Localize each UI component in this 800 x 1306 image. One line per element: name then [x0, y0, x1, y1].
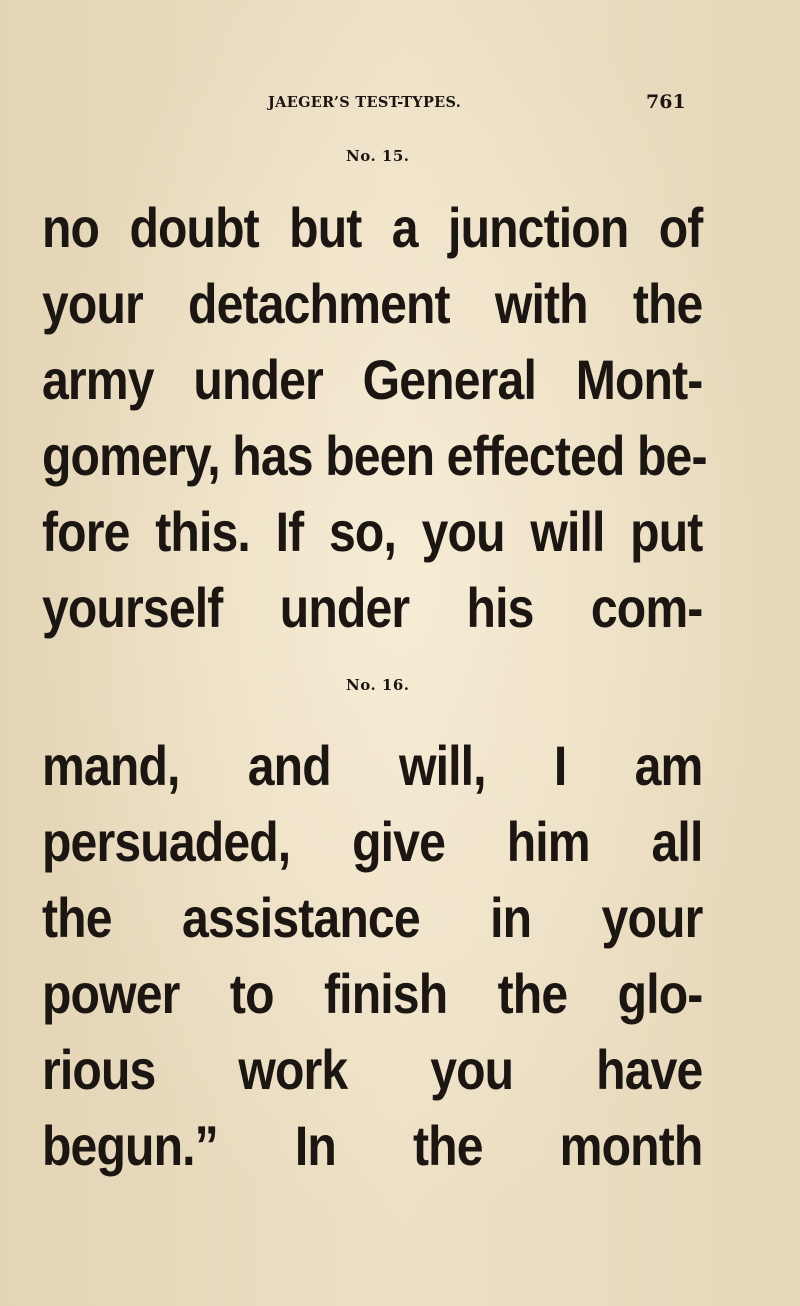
text-block-16 [42, 728, 703, 1184]
text-line: persuaded, give him all [42, 810, 703, 873]
text-line: rious work you have [42, 1038, 703, 1101]
text-line: fore this. If so, you will put [42, 500, 703, 563]
running-title: JAEGER’S TEST-TYPES. [268, 94, 462, 111]
running-head [0, 91, 800, 116]
text-line: begun.” In the month [42, 1114, 703, 1177]
text-line: yourself under his com- [42, 576, 703, 639]
text-line: your detachment with the [42, 272, 703, 335]
text-line: gomery, has been effected be- [42, 424, 707, 487]
text-line: the assistance in your [42, 886, 703, 949]
text-line: mand, and will, I am [42, 734, 703, 797]
text-line: army under General Mont- [42, 348, 703, 411]
section-label-15: No. 15. [346, 147, 410, 165]
text-line: no doubt but a junction of [42, 196, 703, 259]
page-number: 761 [646, 91, 686, 113]
text-line: power to finish the glo- [42, 962, 703, 1025]
text-block-15 [42, 190, 707, 646]
section-label-16: No. 16. [346, 676, 410, 694]
